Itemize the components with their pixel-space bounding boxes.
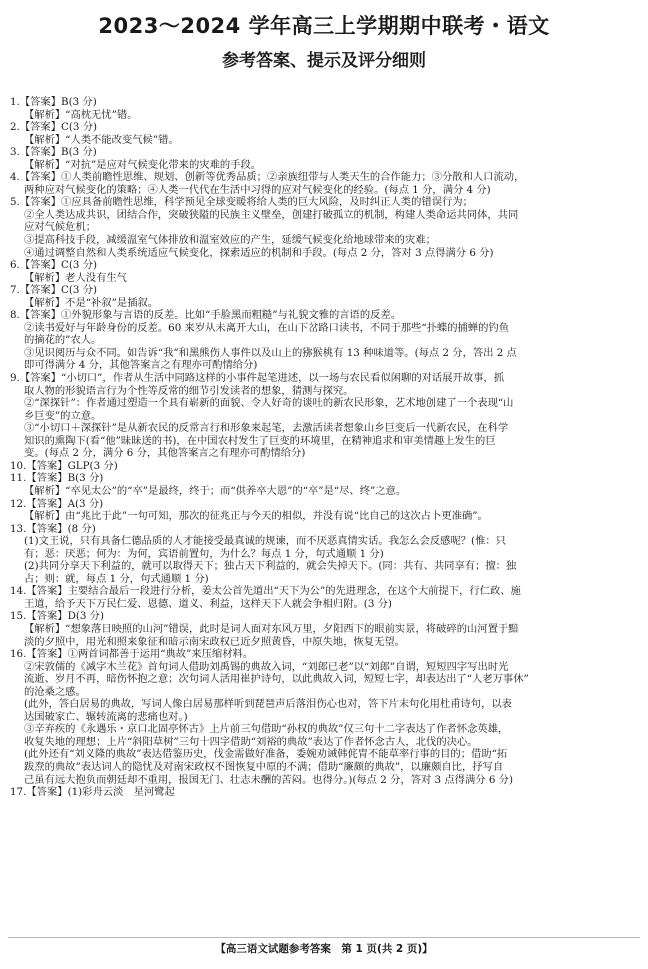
answer-line: 15.【答案】D(3 分): [10, 610, 104, 623]
answer-line: ②“深探针”：作者通过塑造一个具有崭新的面貌、令人好奇的谈吐的新农民形象，艺术地创建了一个表现“山: [24, 397, 514, 410]
answer-line: 16.【答案】①两首词都善于运用“典故”来压缩材料。: [10, 648, 254, 661]
answer-line: 7.【答案】C(3 分): [10, 284, 98, 297]
answer-line: 【解析】“人类不能改变气候”错。: [24, 133, 179, 146]
answer-line: (1)文王说，只有具备仁德品质的人才能接受最真诚的规谏，而不厌恶真情实话。我怎么会反感呢？(惟：只: [24, 535, 506, 548]
answer-line: 即可得满分 4 分，其他答案言之有理亦可酌情给分): [24, 359, 258, 372]
answer-line: 收复失地的理想；上片“斜阳草树”三句十四字借助“刘裕的典故”表达了作者怀念古人，北伐的决心。: [24, 735, 478, 748]
answer-line: ③见识阅历与众不同。如告诉“我”和黑熊伤人事件以及山上的猕猴桃有 13 种味道等。(每点 2 分，答出 2 点: [24, 346, 517, 359]
answer-line: ③辛弃疾的《永遇乐・京口北固亭怀古》上片前三句借助“孙权的典故”仅三句十二字表达了作者怀念英雄，: [24, 723, 509, 736]
answer-line: 两种应对气候变化的策略；④人类一代代在生活中习得的应对气候变化的经验。(每点 1 分，满分 4 分): [24, 183, 491, 196]
answer-line: 淡的夕照中，用光和照来象征和暗示南宋政权已近夕照黄昏，中原失地，恢复无望。: [24, 635, 405, 648]
answer-line: (此外还有“刘义隆的典故”表达借鉴历史，伐金需做好准备，委婉劝诫韩侂胄不能草率行事的目的；借助“拓: [24, 748, 508, 761]
answer-line: 17.【答案】(1)彩舟云淡 星河鹭起: [10, 786, 175, 799]
answer-line: 王道，给予天下万民仁爱、恩德、道义、利益，这样天下人就会争相归附。(3 分): [24, 597, 392, 610]
answer-line: 13.【答案】(8 分): [10, 522, 96, 535]
answer-line: ②读书爱好与年龄身份的反差。60 来岁从未离开大山，在山下岔路口读书，不同于那些“扑蝶的捕蝉的钓鱼: [24, 321, 509, 334]
answer-line: 流逝、岁月不再，暗伤怀抱之意；次句词人活用崔护诗句，以此典故入词，短短七字，却表达出了“人老万事休”: [24, 673, 529, 686]
answer-line: 1.【答案】B(3 分): [10, 96, 97, 108]
answer-line: 10.【答案】GLP(3 分): [10, 459, 118, 472]
answer-line: 14.【答案】主要结合最后一段进行分析，姜太公首先道出“天下为公”的先进理念，在这个大前提下，行仁政、施: [10, 585, 521, 598]
answer-line: 【解析】老人没有生气: [24, 271, 127, 284]
answer-line: 占；则：就，每点 1 分，句式通顺 1 分): [24, 572, 209, 585]
answer-line: 【解析】不是“补叙”是插叙。: [24, 296, 159, 309]
answer-line: 12.【答案】A(3 分): [10, 497, 104, 510]
page-title: 2023～2024 学年高三上学期期中联考・语文: [98, 14, 550, 38]
answer-line: 的摘花的”农人。: [24, 334, 102, 347]
answer-line: 【解析】“对抗”是应对气候变化带来的灾难的手段。: [24, 158, 262, 171]
answer-line: 有；恶：厌恶；何为：为何，宾语前置句，为什么？每点 1 分，句式通顺 1 分): [24, 547, 384, 560]
answer-line: 的沧桑之感。: [24, 685, 86, 698]
answer-line: 9.【答案】“小切口”，作者从生活中同路这样的小事件起笔进述，以一场与农民看似闲聊的对话展开故事，抓: [10, 372, 505, 385]
answer-line: ③提高科技手段，减缓温室气体排放和温室效应的产生，延缓气候变化给地球带来的灾难；: [24, 234, 436, 247]
answer-body: [10, 96, 642, 799]
answer-line: (此外，答白居易的典故，写词人像白居易那样听到琵琶声后落泪伤心也对，答下片末句化用杜甫诗句，以表: [24, 698, 512, 711]
answer-line: ②全人类达成共识，团结合作，突破狭隘的民族主义壁垒，创建打破孤立的机制，构建人类命运共同体，共同: [24, 208, 519, 221]
answer-line: ②宋敦儒的《减字木兰花》首句词人借助刘禹锡的典故入词，“刘郎已老”以“刘郎”自谓，短短四字写出时光: [24, 660, 509, 673]
answer-line: 【解析】由“兆比于此”一句可知，那次的征兆正与今天的相似，并没有说“比自己的这次占卜更准确”。: [24, 510, 488, 523]
answer-line: 5.【答案】①应具备前瞻性思维，科学预见全球变暖将给人类的巨大风险，及时纠正人类的错误行为；: [10, 196, 473, 209]
answer-line: 8.【答案】①外貌形象与言语的反差。比如“手脸黑而粗糙”与礼貌文雅的言语的反差。: [10, 309, 402, 322]
answer-line: ④通过调整自然和人类系统适应气候变化，探索适应的机制和手段。(每点 2 分，答对 3 点得满分 6 分): [24, 246, 494, 259]
answer-line: 【解析】“高枕无忧”错。: [24, 108, 138, 121]
answer-line: 应对气候危机；: [24, 221, 97, 234]
answer-line: 【解析】“想象落日映照的山河”错误，此时是词人面对东风万里，夕阳西下的眼前实景，将破碎的山河置于黯: [24, 622, 519, 635]
page-subtitle: 参考答案、提示及评分细则: [222, 51, 426, 71]
answer-line: (2)共同分享天下利益的，就可以取得天下；独占天下利益的，就会失掉天下。(同：共有、共同享有；擅：独: [24, 560, 517, 573]
answer-line: 2.【答案】C(3 分): [10, 121, 98, 134]
footer-divider: [8, 937, 640, 938]
answer-line: 达国破家亡、辗转流离的悲痛也对。): [24, 710, 188, 723]
answer-line: 知识的熏陶下(看“他”昧昧送的书)，在中国农村发生了巨变的环境里，在精神追求和审美情趣上发生的巨: [24, 434, 496, 447]
answer-line: 4.【答案】①人类前瞻性思维、规划、创新等优秀品质；②亲族纽带与人类天生的合作能力；③分散和人口流动，: [10, 171, 525, 184]
answer-line: 取人物的形貌语言行为个性等反常的细节引发读者的想象，猜测与探究。: [24, 384, 354, 397]
answer-line: 跋焘的典故”表达词人的隐忧及对南宋政权不图恢复中原的不满；借助“廉颇的典故”，以廉颇自比，抒写自: [24, 760, 504, 773]
answer-line: 11.【答案】B(3 分): [10, 472, 104, 485]
answer-line: 乡巨变”的立意。: [24, 409, 102, 422]
answer-line: 己虽有远大抱负而朝廷却不重用，报国无门、壮志未酬的苦闷。也得分。)(每点 2 分，答对 3 点得满分 6 分): [24, 773, 513, 786]
answer-line: 3.【答案】B(3 分): [10, 146, 97, 159]
answer-line: 【解析】“卒见太公”的“卒”是最终，终于；而“供养卒大恩”的“卒”是“尽、终”之意。: [24, 484, 407, 497]
page-footer: 【高三语文试题参考答案 第 1 页(共 2 页)】: [215, 943, 433, 955]
answer-line: 6.【答案】C(3 分): [10, 259, 98, 272]
answer-line: 变。(每点 2 分，满分 6 分，其他答案言之有理亦可酌情给分): [24, 447, 306, 460]
answer-line: ③“小切口＋深探针”是从新农民的反常言行和形象来起笔，去激活读者想象山乡巨变后一代新农民，在科学: [24, 422, 509, 435]
